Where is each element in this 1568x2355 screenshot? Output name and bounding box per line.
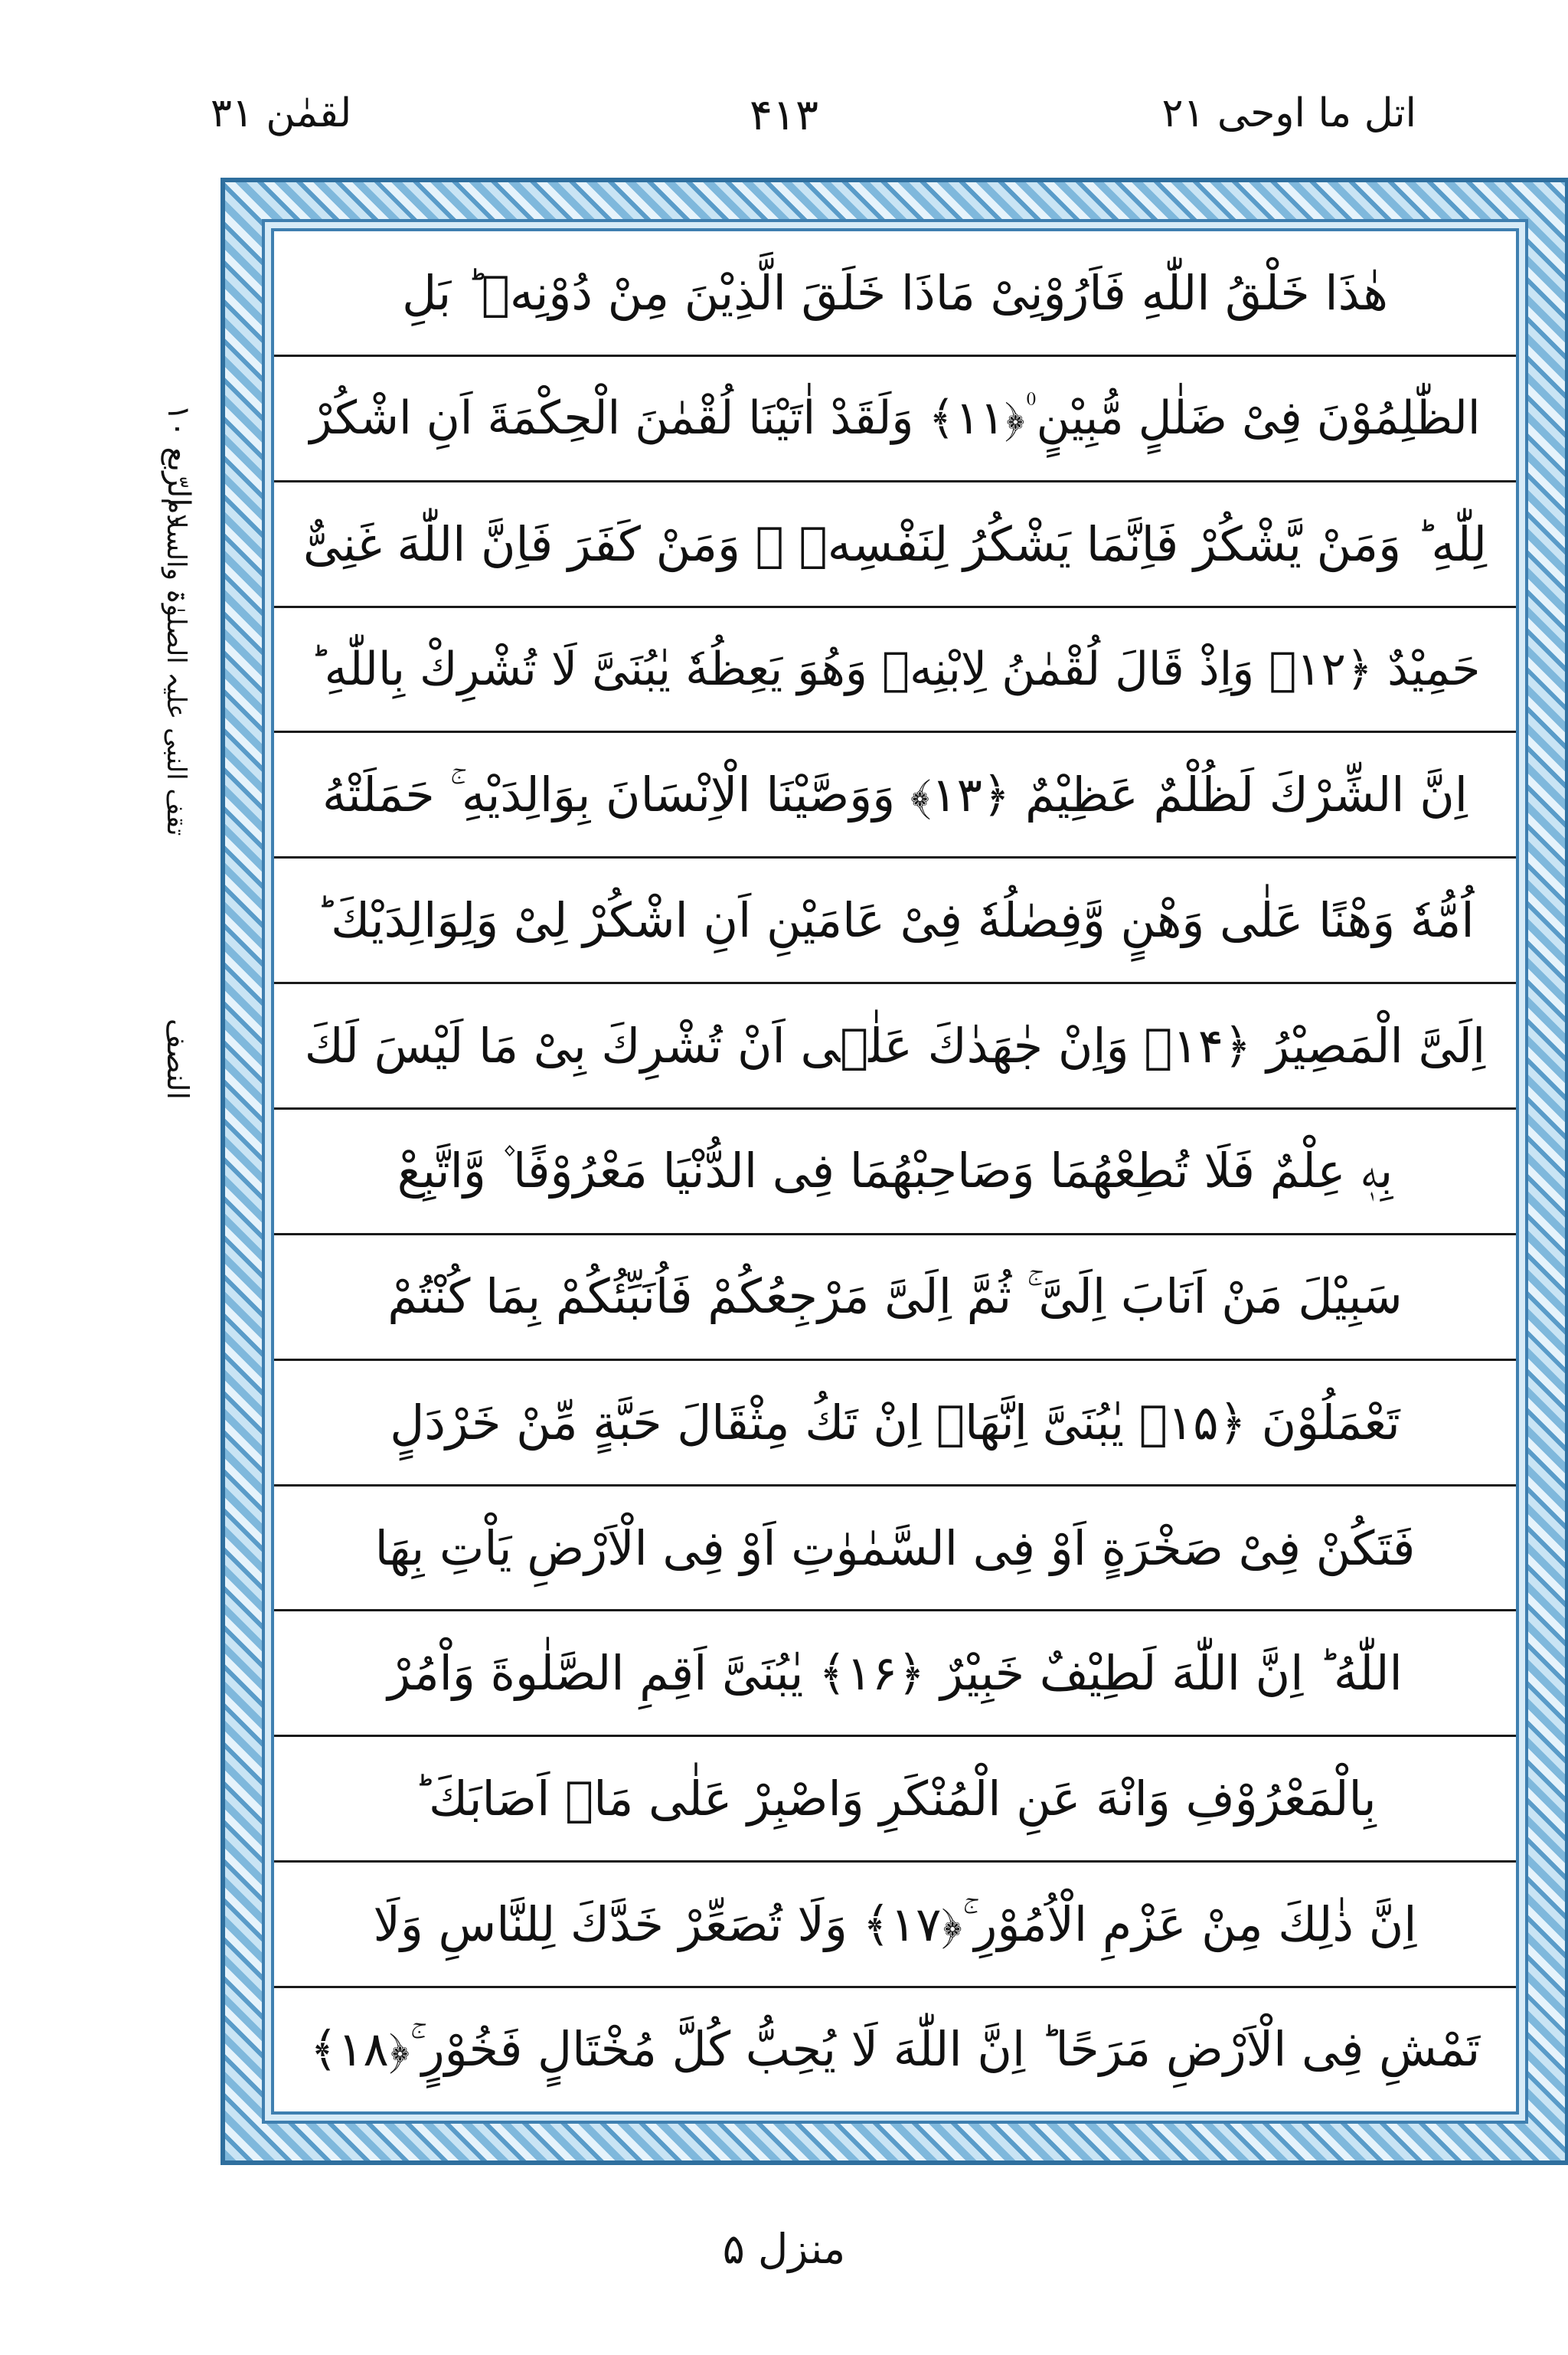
verse-line: حَمِیْدٌ ﴿۱۲﴾ وَاِذْ قَالَ لُقْمٰنُ لِابْنِهٖ وَهُوَ یَعِظُهٗ یٰبُنَیَّ لَا تُشْرِكْ بِاللّٰهِ ؕ — [274, 608, 1516, 734]
rub-marker: - الرّبع ۱۰ — [161, 404, 196, 528]
text-panel — [271, 228, 1519, 2115]
juz-title: اتل ما اوحی ۲۱ — [1161, 90, 1416, 136]
verse-line: هٰذَا خَلْقُ اللّٰهِ فَاَرُوْنِیْ مَاذَا خَلَقَ الَّذِیْنَ مِنْ دُوْنِهٖ ؕ بَلِ — [274, 231, 1516, 357]
verse-line: اِلَیَّ الْمَصِیْرُ ﴿۱۴﴾ وَاِنْ جٰهَدٰكَ عَلٰۤی اَنْ تُشْرِكَ بِیْ مَا لَیْسَ لَكَ — [274, 984, 1516, 1110]
surah-title: لقمٰن ۳۱ — [211, 90, 352, 136]
verse-line: الظّٰلِمُوْنَ فِیْ ضَلٰلٍ مُّبِیْنٍ ۠﴿۱۱﴾ وَلَقَدْ اٰتَیْنَا لُقْمٰنَ الْحِكْمَةَ اَنِ اشْكُرْ — [274, 357, 1516, 482]
page-number: ۴۱۳ — [749, 90, 819, 140]
manzil-label: منزل ۵ — [722, 2225, 846, 2273]
verse-line: اُمُّهٗ وَهْنًا عَلٰی وَهْنٍ وَّفِصٰلُهٗ فِیْ عَامَیْنِ اَنِ اشْكُرْ لِیْ وَلِوَالِدَیْكَ ؕ — [274, 859, 1516, 984]
verse-line: بِهٖ عِلْمٌ فَلَا تُطِعْهُمَا وَصَاحِبْهُمَا فِی الدُّنْیَا مَعْرُوْفًا ۫ وَّاتَّبِعْ — [274, 1110, 1516, 1235]
verse-line: اِنَّ ذٰلِكَ مِنْ عَزْمِ الْاُمُوْرِ ۚ﴿۱۷﴾ وَلَا تُصَعِّرْ خَدَّكَ لِلنَّاسِ وَلَا — [274, 1863, 1516, 1988]
verse-line: اِنَّ الشِّرْكَ لَظُلْمٌ عَظِیْمٌ ﴿۱۳﴾ وَوَصَّیْنَا الْاِنْسَانَ بِوَالِدَیْهِ ۚ حَمَلَتْهُ — [274, 733, 1516, 859]
verse-line: تَعْمَلُوْنَ ﴿۱۵﴾ یٰبُنَیَّ اِنَّهَاۤ اِنْ تَكُ مِثْقَالَ حَبَّةٍ مِّنْ خَرْدَلٍ — [274, 1361, 1516, 1487]
verse-line: سَبِیْلَ مَنْ اَنَابَ اِلَیَّ ۚ ثُمَّ اِلَیَّ مَرْجِعُكُمْ فَاُنَبِّئُكُمْ بِمَا كُنْتُمْ — [274, 1235, 1516, 1361]
nisf-marker: النصف — [161, 1019, 194, 1100]
verse-line: تَمْشِ فِی الْاَرْضِ مَرَحًا ؕ اِنَّ اللّٰهَ لَا یُحِبُّ كُلَّ مُخْتَالٍ فَخُوْرٍ ۚ﴿۱۸﴾ — [309, 2021, 1481, 2078]
verse-line: لِلّٰهِ ؕ وَمَنْ یَّشْكُرْ فَاِنَّمَا یَشْكُرُ لِنَفْسِهٖ ۚ وَمَنْ كَفَرَ فَاِنَّ اللّٰهَ غَنِیٌّ — [274, 482, 1516, 608]
verse-line: فَتَكُنْ فِیْ صَخْرَةٍ اَوْ فِی السَّمٰوٰتِ اَوْ فِی الْاَرْضِ یَاْتِ بِهَا — [274, 1487, 1516, 1612]
ornamental-border — [220, 178, 1568, 2165]
verse-line: اللّٰهُ ؕ اِنَّ اللّٰهَ لَطِیْفٌ خَبِیْرٌ ﴿۱۶﴾ یٰبُنَیَّ اَقِمِ الصَّلٰوةَ وَاْمُرْ — [274, 1611, 1516, 1737]
margin-note: تقف النبی علیہ الصلوٰۃ والسلام — [161, 498, 191, 836]
verse-line: بِالْمَعْرُوْفِ وَانْهَ عَنِ الْمُنْكَرِ وَاصْبِرْ عَلٰی مَاۤ اَصَابَكَ ؕ — [274, 1737, 1516, 1863]
verse-lines — [274, 231, 1516, 2111]
